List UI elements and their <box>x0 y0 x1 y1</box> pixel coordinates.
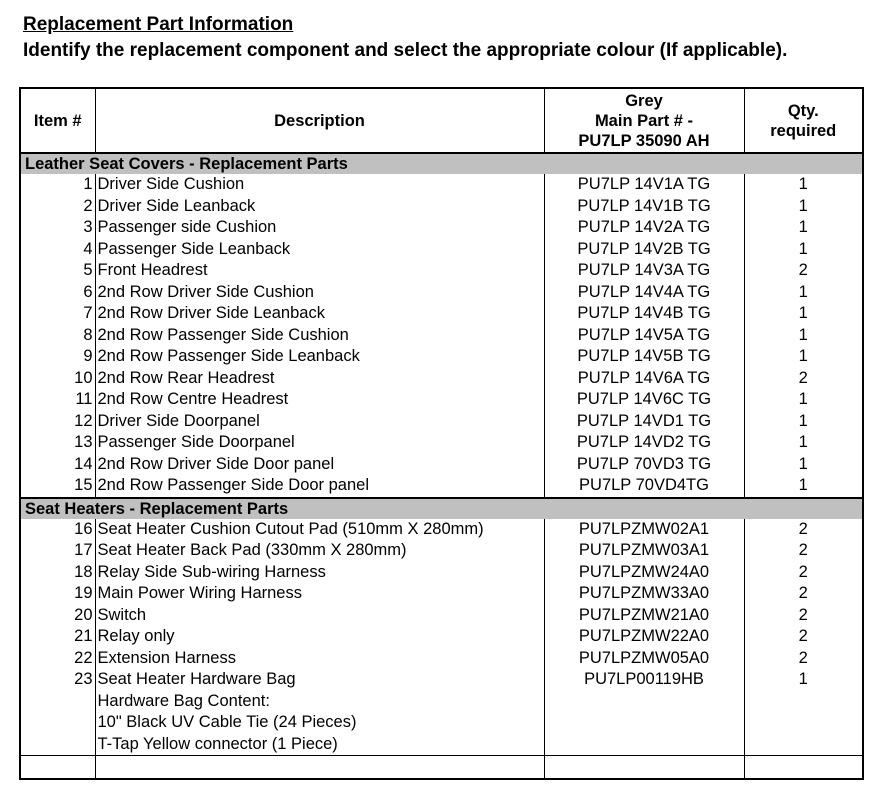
table-row <box>20 540 863 562</box>
part-number-cell: PU7LP 14V1B TG <box>544 196 744 218</box>
item-number-cell: 16 <box>20 519 95 541</box>
table-header-row <box>20 88 863 153</box>
quantity-cell: 1 <box>744 196 863 218</box>
part-number-cell: PU7LPZMW02A1 <box>544 519 744 541</box>
qty-header-line2: required <box>770 121 837 140</box>
item-number-cell: 17 <box>20 540 95 562</box>
description-cell: 2nd Row Passenger Side Cushion <box>95 325 544 347</box>
description-cell: Relay only <box>95 626 544 648</box>
quantity-cell: 2 <box>744 368 863 390</box>
description-cell: 2nd Row Driver Side Cushion <box>95 282 544 304</box>
quantity-cell: 1 <box>744 239 863 261</box>
part-header-line3: PU7LP 35090 AH <box>578 131 710 150</box>
part-header-line1: Grey <box>625 91 663 110</box>
item-number-cell: 3 <box>20 217 95 239</box>
page-title: Replacement Part Information <box>23 14 294 35</box>
part-number-cell <box>544 691 744 713</box>
part-number-cell: PU7LP 14V4A TG <box>544 282 744 304</box>
description-cell: 2nd Row Driver Side Door panel <box>95 454 544 476</box>
part-number-column-header <box>544 88 744 153</box>
item-number-cell <box>20 734 95 756</box>
part-number-cell: PU7LP 70VD3 TG <box>544 454 744 476</box>
quantity-cell <box>744 712 863 734</box>
quantity-cell: 1 <box>744 282 863 304</box>
table-row <box>20 389 863 411</box>
part-number-cell: PU7LP 14V4B TG <box>544 303 744 325</box>
quantity-cell: 1 <box>744 174 863 196</box>
description-cell: Seat Heater Back Pad (330mm X 280mm) <box>95 540 544 562</box>
part-number-cell: PU7LP 14V3A TG <box>544 260 744 282</box>
quantity-cell: 1 <box>744 346 863 368</box>
description-cell: Hardware Bag Content: <box>95 691 544 713</box>
section-title: Seat Heaters - Replacement Parts <box>20 498 863 519</box>
table-row <box>20 454 863 476</box>
item-number-cell: 13 <box>20 432 95 454</box>
item-number-cell: 20 <box>20 605 95 627</box>
quantity-cell: 2 <box>744 583 863 605</box>
table-row <box>20 648 863 670</box>
description-cell: 10" Black UV Cable Tie (24 Pieces) <box>95 712 544 734</box>
description-cell: Passenger side Cushion <box>95 217 544 239</box>
description-cell: 2nd Row Passenger Side Leanback <box>95 346 544 368</box>
item-number-cell <box>20 691 95 713</box>
qty-header-line1: Qty. <box>787 101 819 120</box>
item-number-cell: 18 <box>20 562 95 584</box>
part-number-cell: PU7LP 14V6C TG <box>544 389 744 411</box>
qty-column-header <box>744 88 863 153</box>
section-header-row <box>20 153 863 174</box>
table-row <box>20 669 863 691</box>
quantity-cell: 2 <box>744 540 863 562</box>
quantity-cell: 1 <box>744 669 863 691</box>
table-row <box>20 583 863 605</box>
page-subtitle: Identify the replacement component and select the appropriate colour (If applicable). <box>23 40 788 61</box>
description-cell: Front Headrest <box>95 260 544 282</box>
item-number-cell <box>20 712 95 734</box>
item-number-cell: 1 <box>20 174 95 196</box>
section-header-row <box>20 498 863 519</box>
table-row <box>20 432 863 454</box>
parts-table <box>19 87 864 780</box>
part-header-line2: Main Part # - <box>594 111 694 130</box>
part-number-cell: PU7LPZMW22A0 <box>544 626 744 648</box>
table-row <box>20 734 863 756</box>
part-number-cell: PU7LP 14VD2 TG <box>544 432 744 454</box>
quantity-cell <box>744 734 863 756</box>
quantity-cell: 1 <box>744 454 863 476</box>
quantity-cell: 2 <box>744 519 863 541</box>
item-number-cell: 19 <box>20 583 95 605</box>
part-number-cell <box>544 712 744 734</box>
quantity-cell: 1 <box>744 411 863 433</box>
item-number-cell: 12 <box>20 411 95 433</box>
item-number-cell: 11 <box>20 389 95 411</box>
description-cell: 2nd Row Passenger Side Door panel <box>95 475 544 498</box>
quantity-cell: 1 <box>744 475 863 498</box>
table-row <box>20 239 863 261</box>
quantity-cell: 2 <box>744 562 863 584</box>
table-row <box>20 325 863 347</box>
table-row <box>20 475 863 498</box>
part-number-cell: PU7LPZMW05A0 <box>544 648 744 670</box>
part-number-cell: PU7LP 14VD1 TG <box>544 411 744 433</box>
description-cell: Switch <box>95 605 544 627</box>
section-title: Leather Seat Covers - Replacement Parts <box>20 153 863 174</box>
description-cell: Main Power Wiring Harness <box>95 583 544 605</box>
table-row <box>20 196 863 218</box>
item-column-header: Item # <box>20 88 95 153</box>
table-row <box>20 346 863 368</box>
table-row <box>20 282 863 304</box>
quantity-cell <box>744 756 863 779</box>
part-number-cell: PU7LPZMW24A0 <box>544 562 744 584</box>
description-column-header: Description <box>95 88 544 153</box>
item-number-cell: 7 <box>20 303 95 325</box>
quantity-cell: 2 <box>744 648 863 670</box>
table-row <box>20 303 863 325</box>
item-number-cell: 14 <box>20 454 95 476</box>
description-cell: Seat Heater Cushion Cutout Pad (510mm X 280mm) <box>95 519 544 541</box>
item-number-cell: 9 <box>20 346 95 368</box>
item-number-cell <box>20 756 95 779</box>
item-number-cell: 2 <box>20 196 95 218</box>
item-number-cell: 4 <box>20 239 95 261</box>
part-number-cell: PU7LP 14V6A TG <box>544 368 744 390</box>
item-number-cell: 23 <box>20 669 95 691</box>
part-number-cell <box>544 756 744 779</box>
description-cell: 2nd Row Rear Headrest <box>95 368 544 390</box>
table-row <box>20 756 863 779</box>
description-cell: Passenger Side Leanback <box>95 239 544 261</box>
table-row <box>20 368 863 390</box>
table-row <box>20 260 863 282</box>
item-number-cell: 5 <box>20 260 95 282</box>
table-body <box>20 153 863 779</box>
part-number-cell: PU7LP 14V2A TG <box>544 217 744 239</box>
description-cell <box>95 756 544 779</box>
description-cell: Driver Side Cushion <box>95 174 544 196</box>
item-number-cell: 15 <box>20 475 95 498</box>
description-cell: 2nd Row Driver Side Leanback <box>95 303 544 325</box>
item-number-cell: 22 <box>20 648 95 670</box>
part-number-cell: PU7LP 70VD4TG <box>544 475 744 498</box>
part-number-cell: PU7LP 14V2B TG <box>544 239 744 261</box>
part-number-cell: PU7LP 14V1A TG <box>544 174 744 196</box>
description-cell: T-Tap Yellow connector (1 Piece) <box>95 734 544 756</box>
quantity-cell: 2 <box>744 605 863 627</box>
part-number-cell: PU7LP00119HB <box>544 669 744 691</box>
table-row <box>20 712 863 734</box>
item-number-cell: 10 <box>20 368 95 390</box>
table-row <box>20 217 863 239</box>
part-number-cell: PU7LPZMW03A1 <box>544 540 744 562</box>
quantity-cell <box>744 691 863 713</box>
quantity-cell: 2 <box>744 260 863 282</box>
table-row <box>20 605 863 627</box>
item-number-cell: 8 <box>20 325 95 347</box>
quantity-cell: 1 <box>744 432 863 454</box>
quantity-cell: 1 <box>744 217 863 239</box>
table-row <box>20 626 863 648</box>
part-number-cell: PU7LPZMW33A0 <box>544 583 744 605</box>
description-cell: Driver Side Doorpanel <box>95 411 544 433</box>
table-row <box>20 411 863 433</box>
item-number-cell: 6 <box>20 282 95 304</box>
table-row <box>20 562 863 584</box>
quantity-cell: 1 <box>744 325 863 347</box>
quantity-cell: 1 <box>744 303 863 325</box>
quantity-cell: 2 <box>744 626 863 648</box>
description-cell: Seat Heater Hardware Bag <box>95 669 544 691</box>
part-number-cell <box>544 734 744 756</box>
table-row <box>20 519 863 541</box>
item-number-cell: 21 <box>20 626 95 648</box>
description-cell: Extension Harness <box>95 648 544 670</box>
description-cell: Relay Side Sub-wiring Harness <box>95 562 544 584</box>
quantity-cell: 1 <box>744 389 863 411</box>
table-row <box>20 174 863 196</box>
part-number-cell: PU7LP 14V5A TG <box>544 325 744 347</box>
description-cell: Passenger Side Doorpanel <box>95 432 544 454</box>
part-number-cell: PU7LP 14V5B TG <box>544 346 744 368</box>
part-number-cell: PU7LPZMW21A0 <box>544 605 744 627</box>
table-row <box>20 691 863 713</box>
description-cell: 2nd Row Centre Headrest <box>95 389 544 411</box>
description-cell: Driver Side Leanback <box>95 196 544 218</box>
